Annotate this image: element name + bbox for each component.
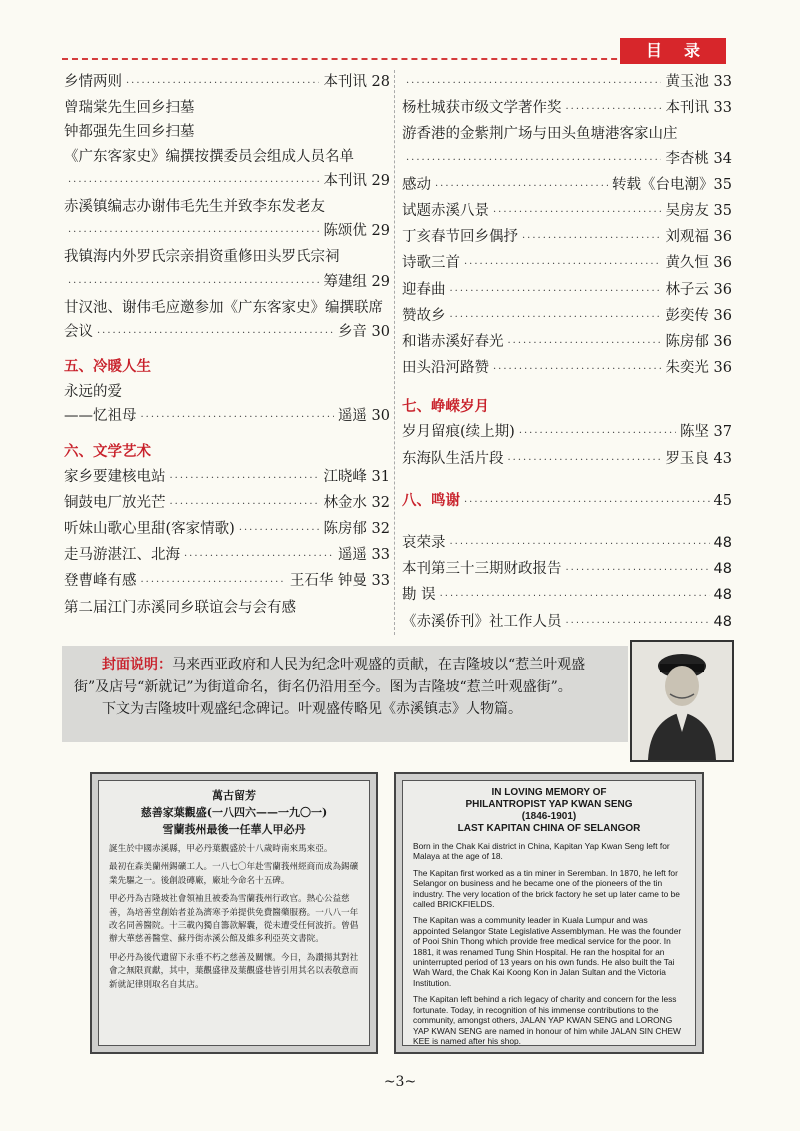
toc-entry (402, 173, 732, 199)
toc-entry (64, 120, 390, 144)
toc-entry (402, 356, 732, 382)
leader-dots (141, 571, 286, 595)
toc-entry-title: 感动 (402, 176, 431, 193)
toc-entry-title: 铜鼓电厂放光芒 (64, 494, 166, 511)
right-entries-a (402, 70, 732, 382)
toc-entry-title: ——忆祖母 (64, 408, 137, 425)
toc-entry-title: 丁亥春节回乡偶抒 (402, 229, 518, 246)
toc-entry-author-page: 江晓峰 31 (323, 468, 390, 485)
right-entries-c (402, 531, 732, 636)
leader-dots (97, 322, 334, 346)
plaque-en-title-1: IN LOVING MEMORY OF (491, 787, 607, 798)
right-entries-b (402, 420, 732, 472)
leader-dots (522, 227, 661, 251)
toc-entry (402, 583, 732, 609)
toc-entry-author-page: 陈坚 37 (679, 424, 732, 441)
leader-dots (566, 98, 662, 122)
toc-entry (402, 304, 732, 330)
page-ref: 45 (713, 492, 732, 509)
toc-entry (402, 225, 732, 251)
toc-entry-author-page: 48 (713, 535, 732, 552)
section-heading-7: 七、峥嵘岁月 (402, 399, 489, 416)
toc-entry (64, 245, 390, 269)
toc-entry-author-page: 乡音 30 (337, 324, 390, 341)
toc-entry (64, 96, 390, 120)
leader-dots (450, 533, 710, 557)
toc-entry-title: 本刊第三十三期财政报告 (402, 561, 562, 578)
toc-entry-author-page: 陈颂优 29 (323, 223, 390, 240)
plaque-paragraph: 最初在森美蘭州錫礦工人。一八七〇年赴雪蘭莪州經商而成為錫礦業先驅之一。後創設磚廠，廠址今命名十五碑。 (109, 862, 359, 886)
plaque-en-title-2: PHILANTROPIST YAP KWAN SENG (465, 799, 633, 810)
toc-entry-title: 登曹峰有感 (64, 573, 137, 590)
toc-entry-title: 和谐赤溪好春光 (402, 334, 504, 351)
leader-dots (435, 175, 608, 199)
cover-note (62, 646, 628, 742)
toc-entry-author-page: 刘观福 36 (665, 229, 732, 246)
plaque-paragraph: 甲必丹為吉隆坡社會領袖且被委為雪蘭莪州行政官。熱心公益慈善，為培善堂創始者並為濟寒予弟提供免費醫藥服務。一八八一年改名同善醫院。十三載內獨自籌款解囊，從未遭受任何波折。曾倡辦大華慈善醫堂、蘇丹街赤溪公館及維多利亞英文書院。 (109, 894, 359, 945)
toc-entry-title: 钟都强先生回乡扫墓 (64, 124, 195, 141)
toc-entry-author-page: 王石华 钟曼 33 (289, 573, 390, 590)
toc-entry (64, 596, 390, 620)
plaque-chinese (90, 772, 378, 1054)
toc-entry-title: 走马游湛江、北海 (64, 547, 180, 564)
cover-note-text: 马来西亚政府和人民为纪念叶观盛的贡献，在吉隆坡以“惹兰叶观盛街”及店号“新就记”为街道命名，街名仍沿用至今。图为吉隆坡“惹兰叶观盛街”。 (74, 657, 586, 695)
header-rule (62, 58, 677, 60)
toc-entry-author-page: 黄玉池 33 (665, 74, 732, 90)
plaque-paragraph: 誕生於中國赤溪縣，甲必丹葉觀盛於十八歲時南來馬來亞。 (109, 844, 333, 854)
toc-entry (402, 447, 732, 473)
plaque-english (394, 772, 704, 1054)
leader-dots (68, 272, 319, 296)
left-column (64, 70, 390, 620)
toc-entry-author-page: 彭奕传 36 (665, 307, 732, 324)
toc-entry (64, 543, 390, 569)
plaque-cn-body (109, 843, 359, 992)
leader-dots (406, 72, 661, 96)
toc-entry (402, 420, 732, 446)
toc-entry-author-page: 林子云 36 (665, 281, 732, 298)
right-column (402, 70, 732, 636)
toc-entry-author-page: 48 (713, 587, 732, 604)
page-number: ~3~ (383, 1074, 417, 1090)
section-heading-8-row (402, 489, 732, 515)
toc-entry-title: 赤溪镇编志办谢伟毛先生并致李东发老友 (64, 199, 325, 216)
toc-entry (402, 330, 732, 356)
toc-entry (64, 70, 390, 96)
toc-entry (64, 320, 390, 346)
leader-dots (464, 253, 661, 277)
toc-entry (402, 531, 732, 557)
leader-dots (170, 493, 320, 517)
leader-dots (450, 280, 662, 304)
column-divider (394, 70, 395, 635)
toc-entry-title: 家乡要建核电站 (64, 468, 166, 485)
toc-entry-title: 勘 误 (402, 587, 436, 604)
toc-entry (64, 219, 390, 245)
toc-entry-title: 迎春曲 (402, 281, 446, 298)
toc-entry-title: 哀荣录 (402, 535, 446, 552)
toc-entry-title: 游香港的金紫荆广场与田头鱼塘港客家山庄 (402, 126, 678, 143)
plaque-paragraph: Born in the Chak Kai district in China, Kapitan Yap Kwan Seng left for Malaya at the age of 18. (413, 841, 670, 862)
toc-entry (64, 569, 390, 595)
toc-entry-author-page: 筹建组 29 (323, 273, 390, 290)
toc-entry (402, 278, 732, 304)
leader-dots (493, 358, 661, 382)
leader-dots (508, 449, 662, 473)
leader-dots (566, 612, 710, 636)
toc-entry (64, 195, 390, 219)
toc-entry (64, 169, 390, 195)
toc-entry-title: 第二届江门赤溪同乡联谊会与会有感 (64, 599, 296, 616)
toc-entry-title: 杨杜城获市级文学著作奖 (402, 100, 562, 117)
portrait-illustration (632, 642, 732, 760)
toc-entry (402, 122, 732, 146)
leader-dots (493, 201, 661, 225)
plaque-paragraph: The Kapitan first worked as a tin miner in Seremban. In 1870, he left for Selangor on business and he became one of the pioneers of the tin industry. The very location of the brick factory he set up later came to be called BRICKFIELDS. (413, 867, 680, 910)
toc-entry-author-page: 遥遥 30 (337, 408, 390, 425)
plaque-paragraph: The Kapitan left behind a rich legacy of charity and concern for the less fortunate. Today, in recognition of his immense contributions to the community, amongst others, JALAN YAP KWAN SENG and LORONG YAP KWAN SENG are named in honour of him while JALAN SIN CHEW KEE is named after his shop. (413, 994, 681, 1046)
toc-entry-author-page: 转载《台电潮》35 (612, 176, 732, 193)
toc-entry (402, 70, 732, 96)
leader-dots (450, 306, 662, 330)
section-heading-6: 六、文学艺术 (64, 443, 151, 460)
toc-entry (402, 251, 732, 277)
leader-dots (126, 72, 319, 96)
toc-entry-title: 我镇海内外罗氏宗亲捐资重修田头罗氏宗祠 (64, 249, 340, 266)
toc-entry-title: 岁月留痕(续上期) (402, 424, 515, 441)
plaque-en-body (413, 841, 685, 1046)
leader-dots (406, 149, 661, 173)
plaque-paragraph: The Kapitan was a community leader in Kuala Lumpur and was appointed Selangor State Legislative Assemblyman. He was the founder of Pooi Shin Thong which provide free medical service for the poor. In 1881, it was renamed Tung Shin Hospital. He ran the hospital for an uninterrupted period of 13 years on his own funds. He also built the Tai Wah Ward, the Chak Kai Koong Kon in Jalan Sultan and the Victoria Institution. (413, 915, 682, 988)
toc-entry-author-page: 吴房友 35 (665, 203, 732, 220)
toc-entry (64, 380, 390, 404)
toc-entry-title: 诗歌三首 (402, 255, 460, 272)
toc-entry-author-page: 李杏桃 34 (665, 150, 732, 167)
section-heading-8: 八、鸣谢 (402, 492, 460, 509)
toc-entry-title: 《赤溪侨刊》社工作人员 (402, 613, 562, 630)
leader-dots (440, 585, 710, 609)
leader-dots (464, 491, 710, 515)
toc-entry-title: 东海队生活片段 (402, 450, 504, 467)
toc-entry-title: 田头沿河路赞 (402, 360, 489, 377)
leader-dots (68, 171, 319, 195)
toc-entry-author-page: 朱奕光 36 (665, 360, 732, 377)
toc-entry-author-page: 48 (713, 561, 732, 578)
portrait-photo (630, 640, 734, 762)
leader-dots (239, 519, 320, 543)
toc-entry-author-page: 林金水 32 (323, 494, 390, 511)
toc-entry-title: 甘汉池、谢伟毛应邀参加《广东客家史》编撰联席 (64, 299, 383, 316)
toc-entry (402, 610, 732, 636)
toc-entry-author-page: 本刊讯 29 (323, 172, 390, 189)
toc-entry-author-page: 遥遥 33 (337, 547, 390, 564)
toc-entry-title: 永远的爱 (64, 384, 122, 401)
toc-entry (64, 465, 390, 491)
toc-entry (64, 517, 390, 543)
toc-entry (402, 557, 732, 583)
toc-entry-title: 《广东客家史》编撰按撰委员会组成人员名单 (64, 148, 354, 165)
contents-tag: 目录 (620, 38, 726, 64)
toc-entry-title: 赞故乡 (402, 307, 446, 324)
toc-entry-author-page: 罗玉良 43 (665, 450, 732, 467)
toc-entry (402, 199, 732, 225)
toc-entry (64, 270, 390, 296)
toc-entry (64, 491, 390, 517)
cover-note-text-2: 下文为吉隆坡叶观盛纪念碑记。叶观盛传略见《赤溪镇志》人物篇。 (102, 701, 522, 717)
leader-dots (141, 406, 334, 430)
left-entries-c (64, 465, 390, 620)
toc-entry-title: 曾瑞棠先生回乡扫墓 (64, 100, 195, 117)
leader-dots (68, 221, 319, 245)
plaque-paragraph: 甲必丹為後代遺留下永垂不朽之慈善及關懷。今日，為讚揚其對社會之無限貢獻，其中，葉觀盛律及葉觀盛巷皆引用其名以表敬意而新就記律則取名自其店。 (109, 952, 359, 990)
toc-entry (402, 147, 732, 173)
plaque-cn-title-2: 慈善家葉觀盛(一八四六——一九〇一) (140, 806, 328, 819)
left-entries-b (64, 380, 390, 430)
toc-entry-title: 听妹山歌心里甜(客家情歌) (64, 521, 235, 538)
left-entries-a (64, 70, 390, 346)
toc-entry (64, 404, 390, 430)
toc-entry-author-page: 陈房郁 32 (323, 521, 390, 538)
leader-dots (184, 545, 334, 569)
leader-dots (519, 422, 676, 446)
toc-entry-author-page: 陈房郁 36 (665, 334, 732, 351)
section-heading-5: 五、冷暖人生 (64, 359, 151, 376)
toc-entry (402, 96, 732, 122)
cover-note-label: 封面说明： (102, 657, 172, 673)
toc-entry-author-page: 本刊讯 33 (665, 100, 732, 117)
plaque-en-title-4: LAST KAPITAN CHINA OF SELANGOR (457, 823, 641, 834)
toc-entry (64, 296, 390, 320)
toc-entry-author-page: 48 (713, 613, 732, 630)
toc-entry-title: 会议 (64, 324, 93, 341)
toc-entry-title: 乡情两则 (64, 74, 122, 90)
leader-dots (566, 559, 710, 583)
plaque-cn-title-1: 萬古留芳 (212, 789, 256, 802)
toc-entry-author-page: 本刊讯 28 (323, 74, 390, 90)
toc-entry (64, 145, 390, 169)
toc-entry-author-page: 黄久恒 36 (665, 255, 732, 272)
plaque-en-title-3: (1846-1901) (521, 811, 577, 822)
toc-entry-title: 试题赤溪八景 (402, 203, 489, 220)
plaque-cn-title-3: 雪蘭莪州最後一任華人甲必丹 (162, 823, 306, 836)
leader-dots (508, 332, 662, 356)
leader-dots (170, 467, 320, 491)
